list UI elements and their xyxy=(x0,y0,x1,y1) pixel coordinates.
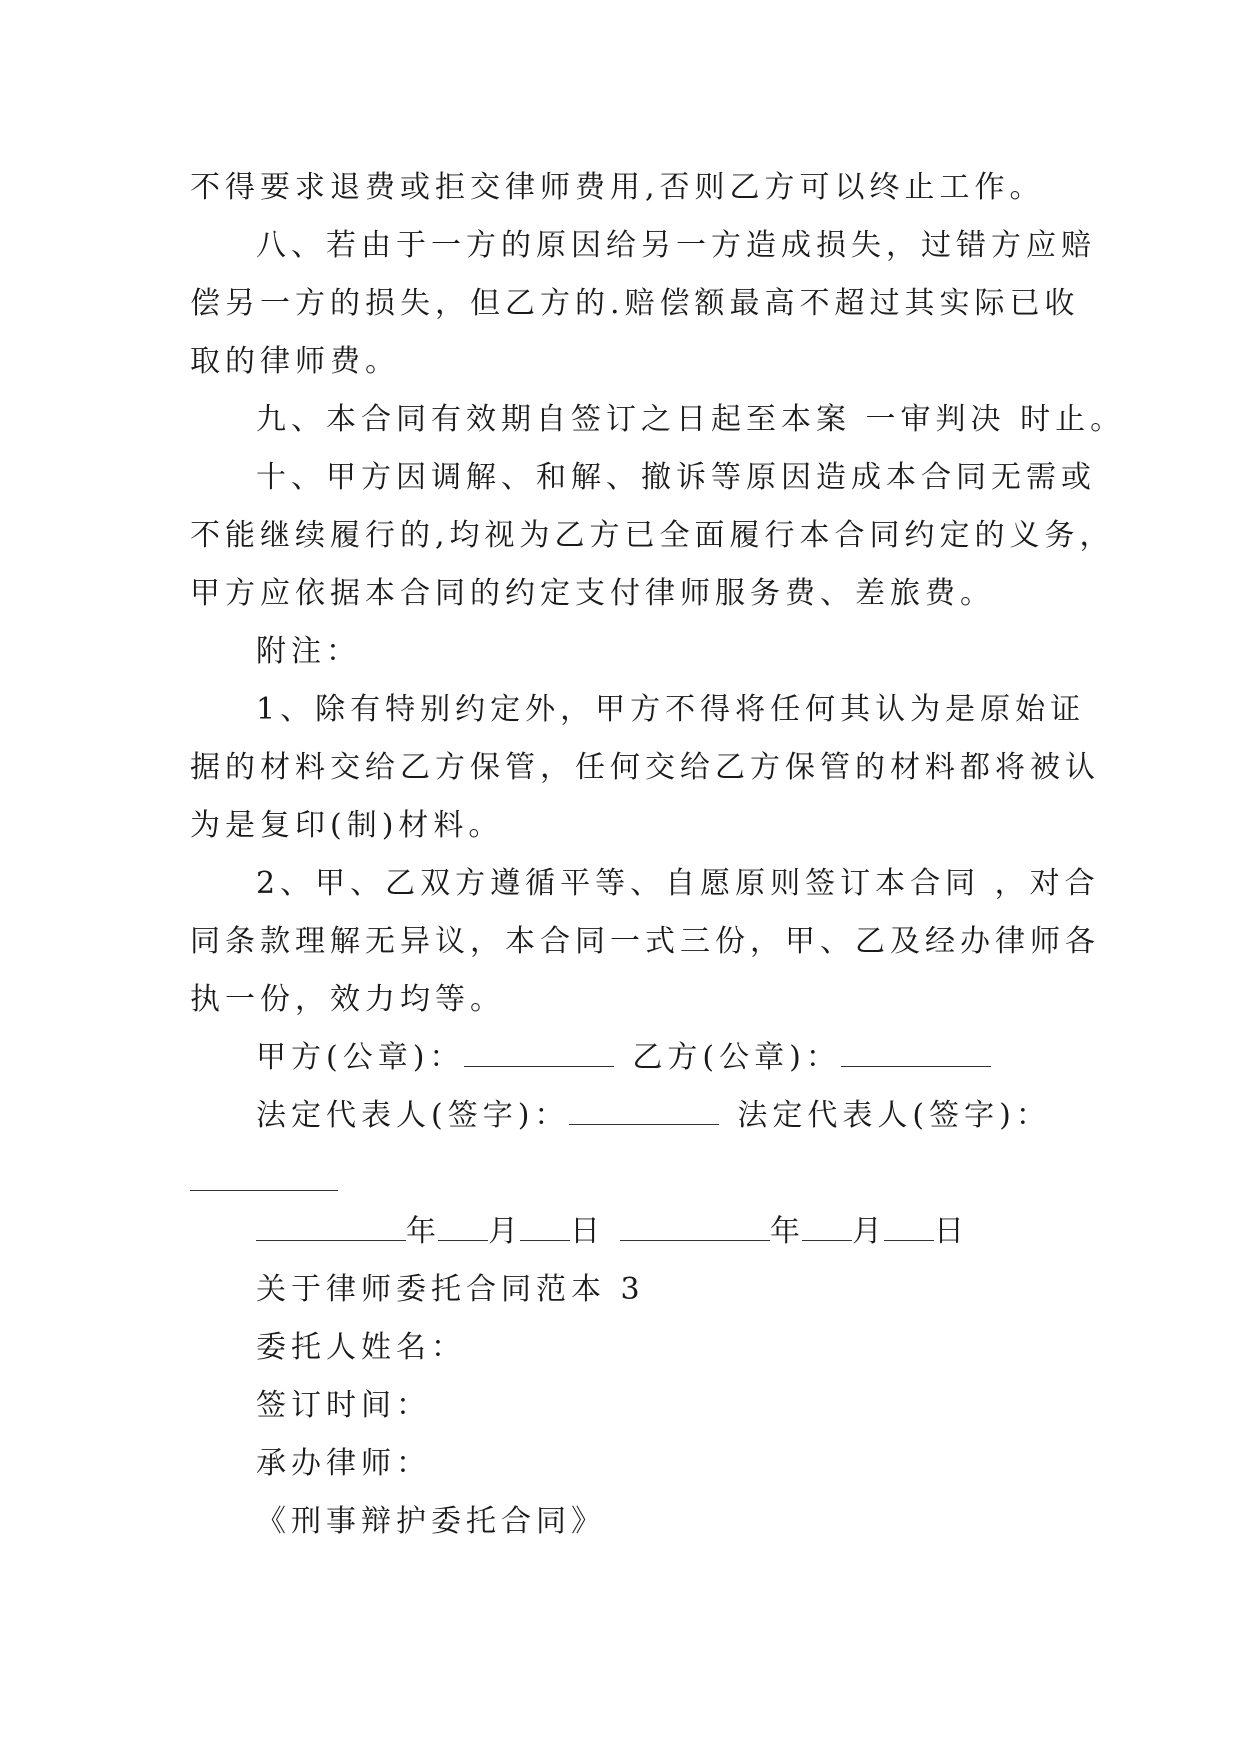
paragraph-line: 附注： xyxy=(256,634,361,669)
paragraph-line: 2、甲、乙双方遵循平等、自愿原则签订本合同 ，对合 xyxy=(256,866,1100,901)
contract-title: 《刑事辩护委托合同》 xyxy=(256,1504,606,1539)
paragraph-line: 为是复印(制)材料。 xyxy=(190,808,504,843)
party-b-seal-label: 乙方(公章)： xyxy=(632,1040,841,1075)
day-label-b: 日 xyxy=(934,1214,966,1249)
paragraph-line: 不得要求退费或拒交律师费用,否则乙方可以终止工作。 xyxy=(190,170,1045,205)
year-blank-b xyxy=(620,1216,770,1241)
section-heading: 关于律师委托合同范本 3 xyxy=(256,1272,645,1307)
party-a-seal-blank xyxy=(464,1042,614,1067)
month-blank-a xyxy=(438,1216,488,1241)
client-name-label: 委托人姓名： xyxy=(256,1330,466,1365)
month-blank-b xyxy=(802,1216,852,1241)
legal-rep-b-label: 法定代表人(签字)： xyxy=(737,1098,1051,1133)
month-label-a: 月 xyxy=(488,1214,520,1249)
seal-line xyxy=(256,1038,1116,1078)
legal-rep-line xyxy=(256,1096,1116,1136)
legal-rep-b-blank xyxy=(190,1190,338,1191)
paragraph-line: 九、本合同有效期自签订之日起至本案 一审判决 时止。 xyxy=(256,402,1126,437)
party-a-seal-label: 甲方(公章)： xyxy=(256,1040,465,1075)
lawyer-label: 承办律师： xyxy=(256,1446,431,1481)
paragraph-line: 执一份，效力均等。 xyxy=(190,982,505,1017)
date-line xyxy=(256,1212,1116,1252)
legal-rep-a-blank xyxy=(569,1100,719,1125)
paragraph-line: 十、甲方因调解、和解、撤诉等原因造成本合同无需或 xyxy=(256,460,1096,495)
paragraph-line: 甲方应依据本合同的约定支付律师服务费、差旅费。 xyxy=(190,576,995,611)
paragraph-line: 不能继续履行的,均视为乙方已全面履行本合同约定的义务， xyxy=(190,518,1115,553)
paragraph-line: 1、除有特别约定外，甲方不得将任何其认为是原始证 xyxy=(256,692,1086,727)
day-label-a: 日 xyxy=(570,1214,602,1249)
legal-rep-a-label: 法定代表人(签字)： xyxy=(256,1098,570,1133)
paragraph-line: 八、若由于一方的原因给另一方造成损失，过错方应赔 xyxy=(256,228,1096,263)
sign-time-label: 签订时间： xyxy=(256,1388,431,1423)
year-label-a: 年 xyxy=(406,1214,438,1249)
party-b-seal-blank xyxy=(841,1042,991,1067)
year-blank-a xyxy=(256,1216,406,1241)
paragraph-line: 据的材料交给乙方保管，任何交给乙方保管的材料都将被认 xyxy=(190,750,1100,785)
paragraph-line: 偿另一方的损失，但乙方的.赔偿额最高不超过其实际已收 xyxy=(190,286,1080,321)
month-label-b: 月 xyxy=(852,1214,884,1249)
day-blank-b xyxy=(884,1216,934,1241)
day-blank-a xyxy=(520,1216,570,1241)
year-label-b: 年 xyxy=(770,1214,802,1249)
paragraph-line: 取的律师费。 xyxy=(190,344,400,379)
paragraph-line: 同条款理解无异议，本合同一式三份，甲、乙及经办律师各 xyxy=(190,924,1100,959)
